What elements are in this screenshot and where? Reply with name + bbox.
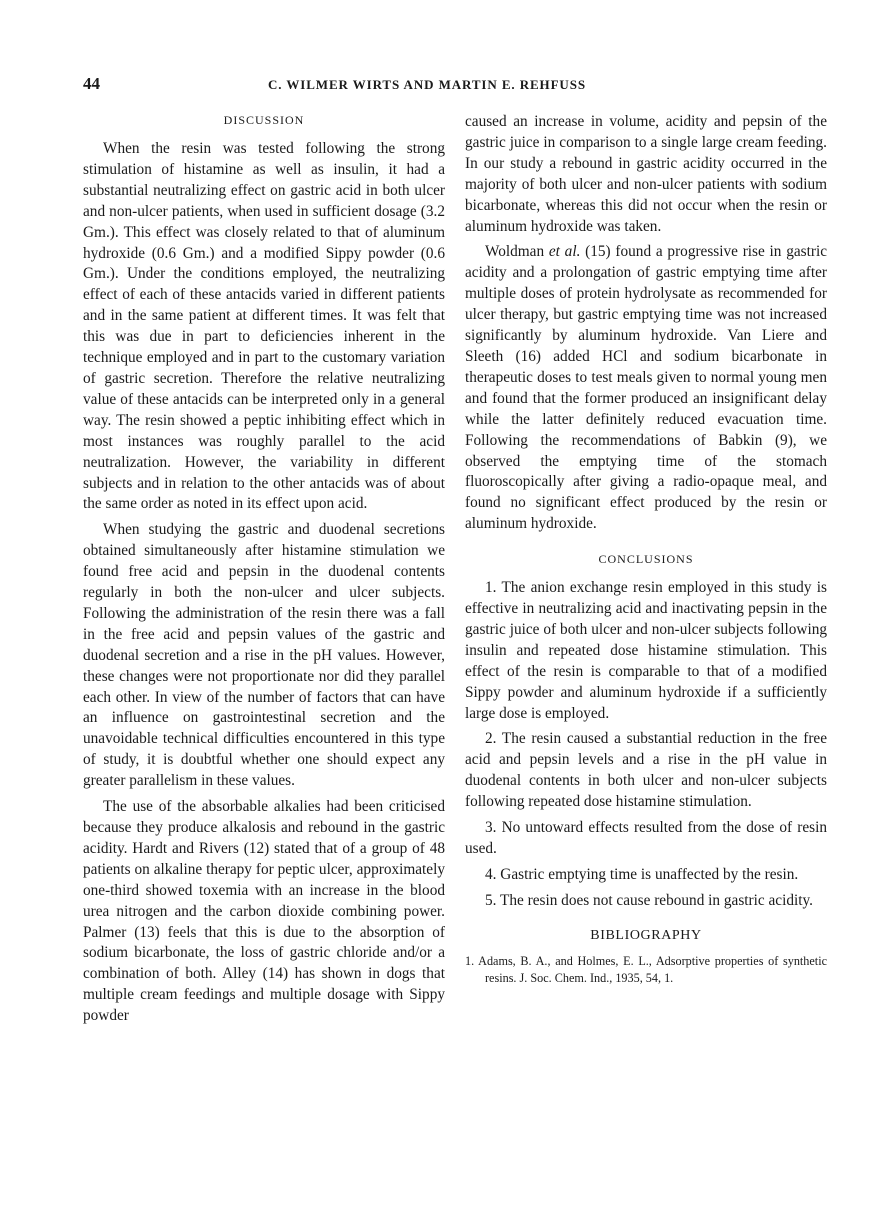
conclusion-item: 1. The anion exchange resin employed in this study is effective in neutralizing acid and inactivating pepsin in the gastric juice of both ulcer and non-ulcer subjects following insulin and repeated dose histamine stimulation. This effect of the resin is comparable to that of a modified Sippy powder and aluminum hydroxide if a sufficiently large dose is employed. [465, 579, 827, 722]
discussion-paragraph-3: The use of the absorbable alkalies had been criticised because they produce alkalosis and rebound in the gastric acidity. Hardt and Rivers (12) stated that of a group of 48 patients on alkaline therapy for peptic ulcer, approximately one-third showed toxemia with an increase in the blood urea nitrogen and the carbon dioxide combining power. Palmer (13) feels that this is due to the absorption of sodium bicarbonate, the loss of gastric chloride and/or a combination of both. Alley (14) has shown in dogs that multiple cream feedings and multiple dosage with Sippy powder [83, 798, 445, 1025]
bibliography-heading: BIBLIOGRAPHY [590, 927, 702, 943]
page-number: 44 [83, 74, 100, 93]
discussion-paragraph-woldman [465, 242, 827, 535]
bibliography-entry: 1. Adams, B. A., and Holmes, E. L., Adsorptive properties of synthetic resins. J. Soc. Chem. Ind., 1935, 54, 1. [465, 953, 827, 985]
discussion-paragraph-1: When the resin was tested following the strong stimulation of histamine as well as insulin, it had a substantial neutralizing effect on gastric acid in both ulcer and non-ulcer patients, when used in sufficient dosage (3.2 Gm.). This effect was closely related to that of aluminum hydroxide (0.6 Gm.) and a modified Sippy powder (0.6 Gm.). Under the conditions employed, the neutralizing effect of each of these antacids varied in different patients and in the same patient at different times. It was felt that this was due in part to deficiencies inherent in the technique employed and in part to the customary variation of gastric secretion. Therefore the relative neutralizing value of these antacids can be interpreted only in a general way. The resin showed a peptic inhibiting effect which in most instances was roughly parallel to the acid neutralization. However, the variability in different subjects and in relation to the other antacids was of about the same order as noted in its effect upon acid. [83, 140, 445, 513]
discussion-paragraph-2: When studying the gastric and duodenal secretions obtained simultaneously after histamine stimulation we found free acid and pepsin in the duodenal contents regularly in both the non-ulcer and ulcer subjects. Following the administration of the resin there was a fall in the free acid and pepsin values of the gastric and duodenal secretion and a rise in the pH values. However, these changes were not proportionate nor did they parallel each other. In view of the number of factors that can have an influence on gastrointestinal secretion and the unavoidable technical difficulties encountered in this type of study, it is doubtful whether one should expect any greater parallelism in these values. [83, 521, 445, 790]
discussion-continuation: caused an increase in volume, acidity and pepsin of the gastric juice in comparison to a single large cream feeding. In our study a rebound in gastric acidity occurred in the majority of both ulcer and non-ulcer patients with sodium bicarbonate, whereas this did not occur when the resin or aluminum hydroxide was taken. [465, 113, 827, 235]
woldman-author: Woldman [485, 243, 549, 261]
conclusion-item: 3. No untoward effects resulted from the dose of resin used. [465, 819, 827, 857]
running-head: C. WILMER WIRTS AND MARTIN E. REHFUSS [268, 77, 586, 92]
conclusion-item: 4. Gastric emptying time is unaffected by the resin. [485, 865, 799, 883]
woldman-text: (15) found a progressive rise in gastric acidity and a prolongation of gastric emptying time after multiple doses of protein hydrolysate as recommended for ulcer therapy, but gastric emptying time was not increased significantly by aluminum hydroxide. Van Liere and Sleeth (16) added HCl and sodium bicarbonate in therapeutic doses to test meals given to normal young men and found that the former produced an insignificant delay while the latter definitely reduced evacuation time. Following the recommendations of Babkin (9), we observed the emptying time of the stomach fluoroscopically after giving a radio-opaque meal, and found no significant effect produced by the resin or aluminum hydroxide. [465, 243, 828, 533]
conclusion-item: 5. The resin does not cause rebound in gastric acidity. [485, 891, 813, 909]
woldman-et-al: et al. [548, 243, 581, 261]
conclusion-item: 2. The resin caused a substantial reduction in the free acid and pepsin levels and a rise in the pH value in duodenal contents in both ulcer and non-ulcer subjects following repeated dose histamine stimulation. [465, 730, 827, 811]
left-column [83, 112, 445, 1032]
conclusions-heading: CONCLUSIONS [598, 552, 694, 567]
right-column [465, 112, 827, 987]
discussion-heading: DISCUSSION [223, 113, 305, 127]
